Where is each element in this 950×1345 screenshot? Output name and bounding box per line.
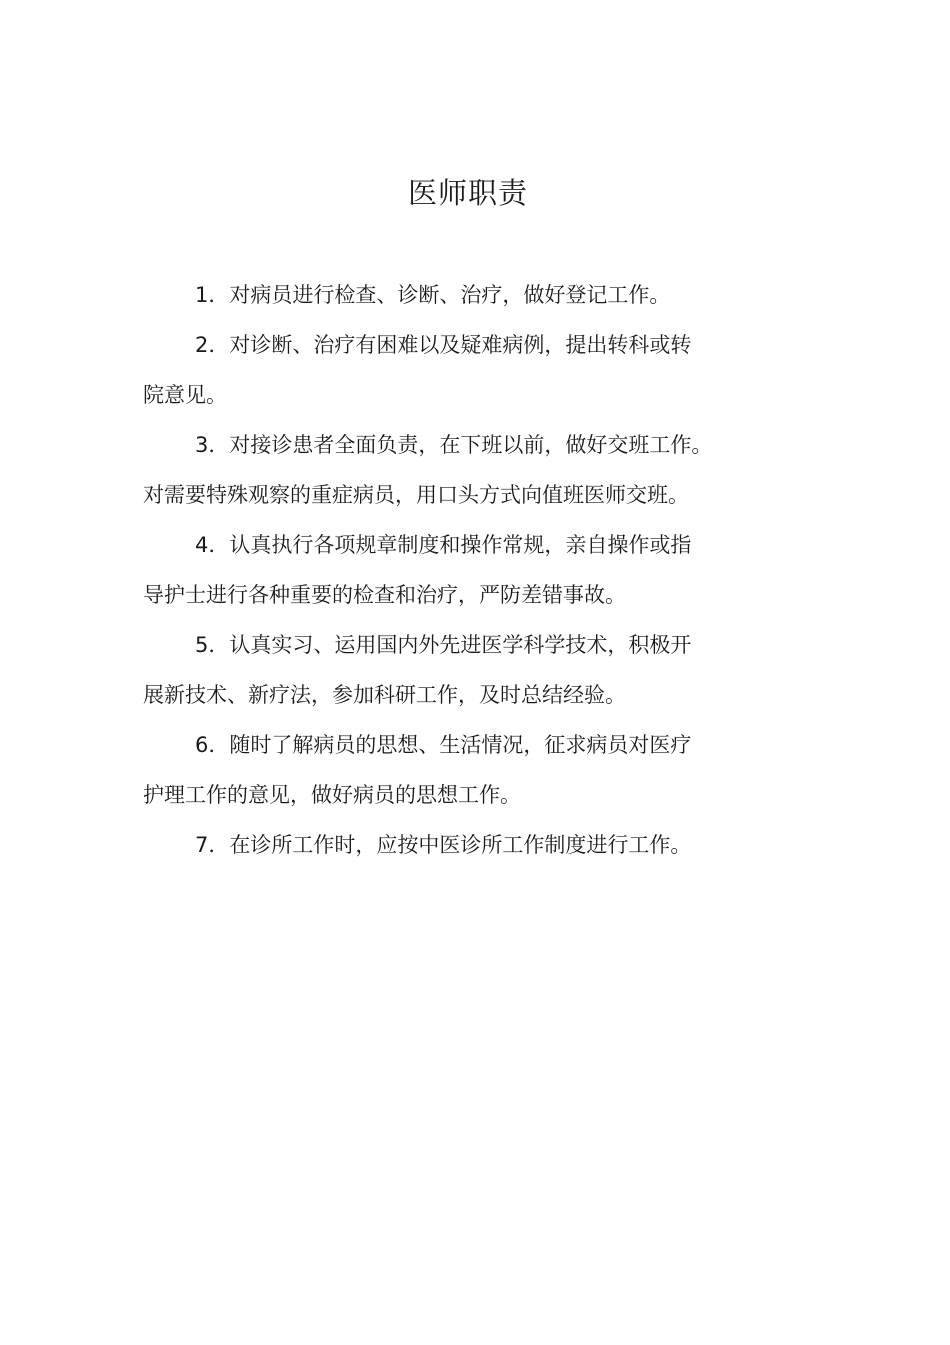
duty-list bbox=[143, 270, 753, 870]
page-title: 医师职责 bbox=[407, 176, 528, 210]
duty-item-1 bbox=[143, 270, 753, 320]
duty-item-5 bbox=[143, 620, 753, 720]
duty-item-line: 4．认真执行各项规章制度和操作常规，亲自操作或指 bbox=[195, 533, 692, 557]
duty-item-line: 对需要特殊观察的重症病员，用口头方式向值班医师交班。 bbox=[143, 483, 689, 507]
duty-item-line: 导护士进行各种重要的检查和治疗，严防差错事故。 bbox=[143, 583, 626, 607]
duty-item-line: 护理工作的意见，做好病员的思想工作。 bbox=[143, 783, 521, 807]
duty-item-line: 6．随时了解病员的思想、生活情况，征求病员对医疗 bbox=[195, 733, 692, 757]
duty-item-3 bbox=[143, 420, 753, 520]
duty-item-line: 院意见。 bbox=[143, 383, 227, 407]
duty-item-line: 2．对诊断、治疗有困难以及疑难病例，提出转科或转 bbox=[195, 333, 692, 357]
duty-item-line: 3．对接诊患者全面负责，在下班以前，做好交班工作。 bbox=[195, 433, 713, 457]
duty-item-line: 5．认真实习、运用国内外先进医学科学技术，积极开 bbox=[195, 633, 692, 657]
duty-item-6 bbox=[143, 720, 753, 820]
duty-item-4 bbox=[143, 520, 753, 620]
duty-item-7 bbox=[143, 820, 753, 870]
duty-item-line: 1．对病员进行检查、诊断、治疗，做好登记工作。 bbox=[195, 283, 671, 307]
duty-item-line: 7．在诊所工作时，应按中医诊所工作制度进行工作。 bbox=[195, 833, 692, 857]
duty-item-2 bbox=[143, 320, 753, 420]
duty-item-line: 展新技术、新疗法，参加科研工作，及时总结经验。 bbox=[143, 683, 626, 707]
